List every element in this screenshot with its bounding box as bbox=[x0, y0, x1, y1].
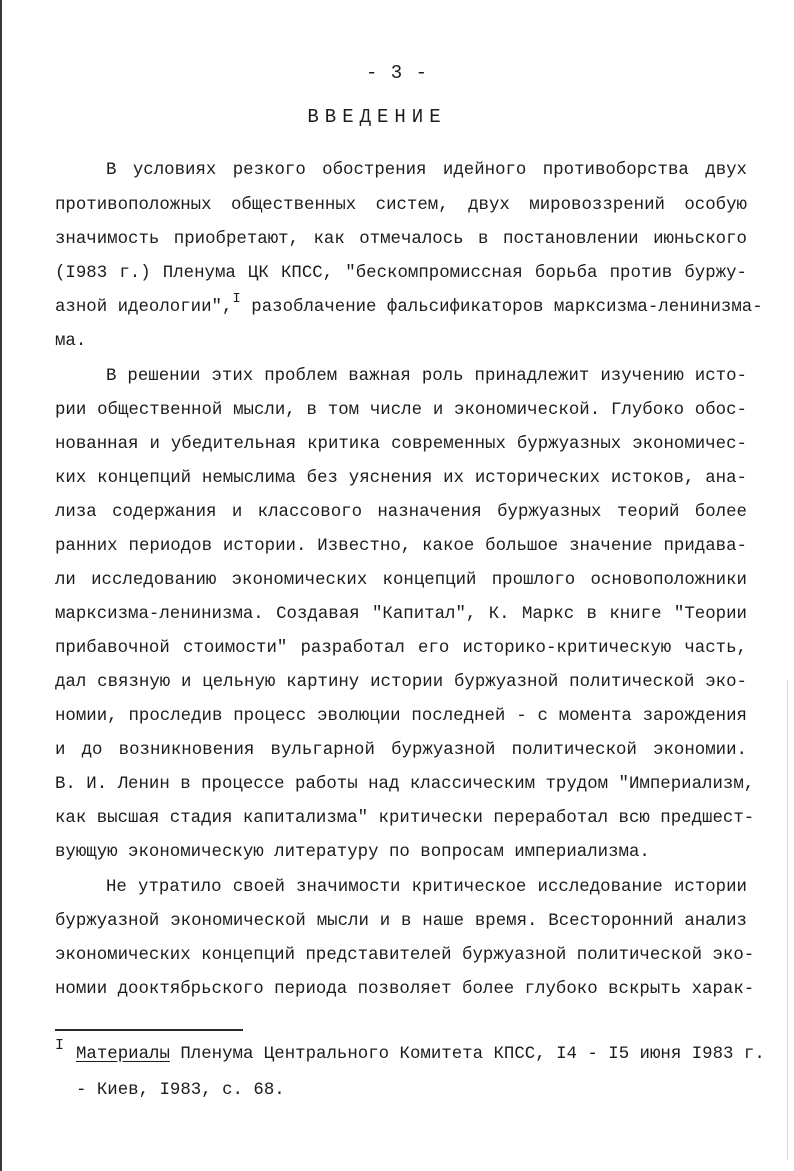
text-line: дал связную и цельную картину истории буржуазной политической эко- bbox=[55, 673, 747, 692]
text-line: прибавочной стоимости" разработал его историко-критическую часть, bbox=[55, 639, 747, 658]
footnote-reference[interactable]: I bbox=[232, 291, 241, 307]
text-line: ких концепций немыслима без уяснения их исторических истоков, ана- bbox=[55, 469, 747, 488]
text-line: Не утратило своей значимости критическое исследование истории bbox=[106, 878, 747, 897]
text-line: и до возникновения вульгарной буржуазной политической экономии. bbox=[55, 741, 747, 760]
text-line: В. И. Ленин в процессе работы над классическим трудом "Империализм, bbox=[55, 775, 755, 794]
text-fragment: азной идеологии", bbox=[55, 298, 233, 317]
text-line: марксизма-ленинизма. Создавая "Капитал", К. Маркс в книге "Теории bbox=[55, 605, 747, 624]
text-line: ранних периодов истории. Известно, какое большое значение придава- bbox=[55, 537, 747, 556]
text-line: номии дооктябрьского периода позволяет более глубоко вскрыть харак- bbox=[55, 980, 755, 999]
footnote-source-details: Пленума Центрального Комитета КПСС, I4 - I5 июня I983 г. bbox=[169, 1045, 765, 1064]
text-line: лиза содержания и классового назначения буржуазных теорий более bbox=[55, 503, 747, 522]
text-line: номии, проследив процесс эволюции последней - с момента зарождения bbox=[55, 707, 747, 726]
text-line: значимость приобретают, как отмечалось в постановлении июньского bbox=[55, 230, 747, 249]
text-line: В решении этих проблем важная роль принадлежит изучению исто- bbox=[106, 367, 747, 386]
footnote-marker: I bbox=[55, 1037, 65, 1054]
scan-artifact-line bbox=[787, 680, 788, 1160]
footnote-separator bbox=[55, 1029, 243, 1031]
text-line: В условиях резкого обострения идейного противоборства двух bbox=[106, 161, 747, 180]
text-line: рии общественной мысли, в том числе и экономической. Глубоко обос- bbox=[55, 401, 747, 420]
text-line: буржуазной экономической мысли и в наше время. Всесторонний анализ bbox=[55, 912, 747, 931]
text-fragment: разоблачение фальсификаторов марксизма-ленинизма- bbox=[240, 298, 763, 317]
text-line: как высшая стадия капитализма" критически переработал всю предшест- bbox=[55, 809, 755, 828]
text-line: нованная и убедительная критика современных буржуазных экономичес- bbox=[55, 435, 747, 454]
page-left-edge bbox=[0, 0, 2, 1171]
page-number: - 3 - bbox=[365, 62, 428, 84]
text-line: экономических концепций представителей буржуазной политической эко- bbox=[55, 946, 755, 965]
text-line: противоположных общественных систем, двух мировоззрений особую bbox=[55, 196, 747, 215]
footnote-source-title: Материалы bbox=[76, 1045, 170, 1064]
text-line: ли исследованию экономических концепций прошлого основоположники bbox=[55, 571, 747, 590]
text-line: вующую экономическую литературу по вопросам империализма. bbox=[55, 843, 650, 862]
text-line: ма. bbox=[55, 332, 87, 351]
footnote-text-continuation: - Киев, I983, с. 68. bbox=[76, 1081, 285, 1100]
footnote-text bbox=[76, 1043, 765, 1067]
page-heading: ВВЕДЕНИЕ bbox=[307, 106, 447, 128]
text-line: (I983 г.) Пленума ЦК КПСС, "бескомпромиссная борьба против буржу- bbox=[55, 264, 747, 283]
text-line-with-footnote-ref bbox=[55, 291, 763, 320]
